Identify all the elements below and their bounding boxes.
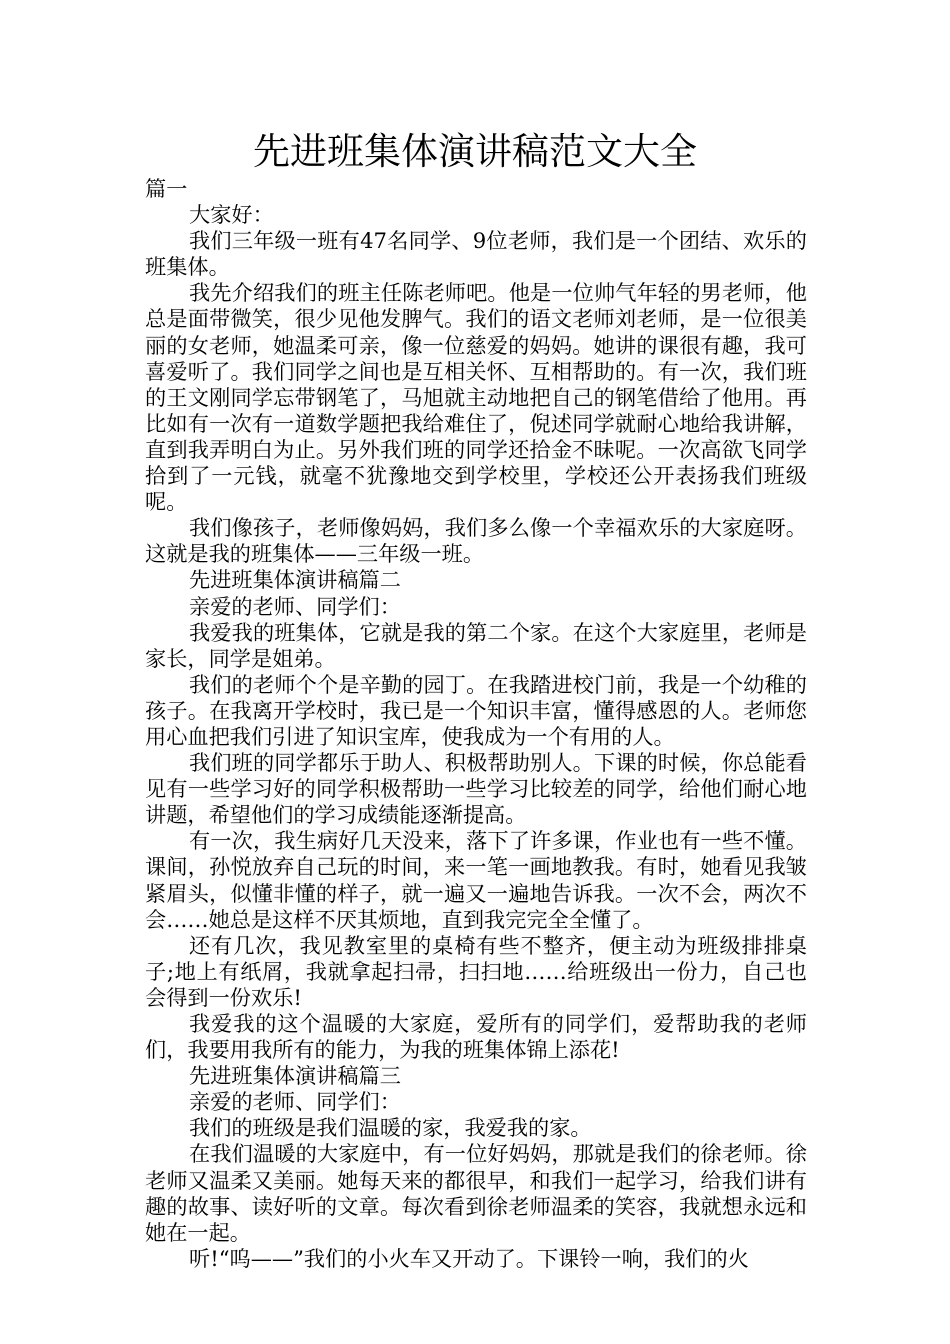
paragraph: 大家好： (189, 202, 274, 228)
paragraph: 在我们温暖的大家庭中，有一位好妈妈，那就是我们的徐老师。徐老师又温柔又美丽。她每天来的都很早，和我们一起学习，给我们讲有趣的故事、读好听的文章。每次看到徐老师温柔的笑容，我就想永远和她在一起。 (145, 1141, 807, 1245)
document-title: 先进班集体演讲稿范文大全 (253, 130, 697, 173)
paragraph: 我爱我的这个温暖的大家庭，爱所有的同学们，爱帮助我的老师们，我要用我所有的能力，为我的班集体锦上添花! (145, 1011, 807, 1063)
paragraph: 我们的老师个个是辛勤的园丁。在我踏进校门前，我是一个幼稚的孩子。在我离开学校时，我已是一个知识丰富，懂得感恩的人。老师您用心血把我们引进了知识宝库，使我成为一个有用的人。 (145, 671, 807, 749)
paragraph: 先进班集体演讲稿篇二 (189, 567, 401, 593)
paragraph: 篇一 (145, 176, 188, 201)
paragraph: 先进班集体演讲稿篇三 (189, 1063, 401, 1089)
paragraph: 亲爱的老师、同学们： (189, 1089, 401, 1115)
paragraph: 我们三年级一班有47名同学、9位老师，我们是一个团结、欢乐的班集体。 (145, 228, 807, 280)
paragraph: 我们班的同学都乐于助人、积极帮助别人。下课的时候，你总能看见有一些学习好的同学积极帮助一些学习比较差的同学，给他们耐心地讲题，希望他们的学习成绩能逐渐提高。 (145, 750, 807, 828)
paragraph: 我们像孩子，老师像妈妈，我们多么像一个幸福欢乐的大家庭呀。这就是我的班集体——三年级一班。 (145, 515, 807, 567)
paragraph: 有一次，我生病好几天没来，落下了许多课，作业也有一些不懂。课间，孙悦放弃自己玩的时间，来一笔一画地教我。有时，她看见我皱紧眉头，似懂非懂的样子，就一遍又一遍地告诉我。一次不会，两次不会……她总是这样不厌其烦地，直到我完完全全懂了。 (145, 828, 807, 932)
paragraph: 我们的班级是我们温暖的家，我爱我的家。 (189, 1115, 592, 1141)
paragraph: 我先介绍我们的班主任陈老师吧。他是一位帅气年轻的男老师，他总是面带微笑，很少见他发脾气。我们的语文老师刘老师，是一位很美丽的女老师，她温柔可亲，像一位慈爱的妈妈。她讲的课很有趣，我可喜爱听了。我们同学之间也是互相关怀、互相帮助的。有一次，我们班的王文刚同学忘带钢笔了，马旭就主动地把自己的钢笔借给了他用。再比如有一次有一道数学题把我给难住了，倪述同学就耐心地给我讲解，直到我弄明白为止。另外我们班的同学还拾金不昧呢。一次高欲飞同学拾到了一元钱，就毫不犹豫地交到学校里，学校还公开表扬我们班级呢。 (145, 280, 807, 515)
paragraph: 听!“呜——”我们的小火车又开动了。下课铃一响，我们的火 (189, 1245, 749, 1271)
paragraph: 还有几次，我见教室里的桌椅有些不整齐，便主动为班级排排桌子;地上有纸屑，我就拿起扫帚，扫扫地……给班级出一份力，自己也会得到一份欢乐! (145, 932, 807, 1010)
document-body (145, 176, 807, 1272)
paragraph: 我爱我的班集体，它就是我的第二个家。在这个大家庭里，老师是家长，同学是姐弟。 (145, 619, 807, 671)
paragraph: 亲爱的老师、同学们： (189, 593, 401, 619)
